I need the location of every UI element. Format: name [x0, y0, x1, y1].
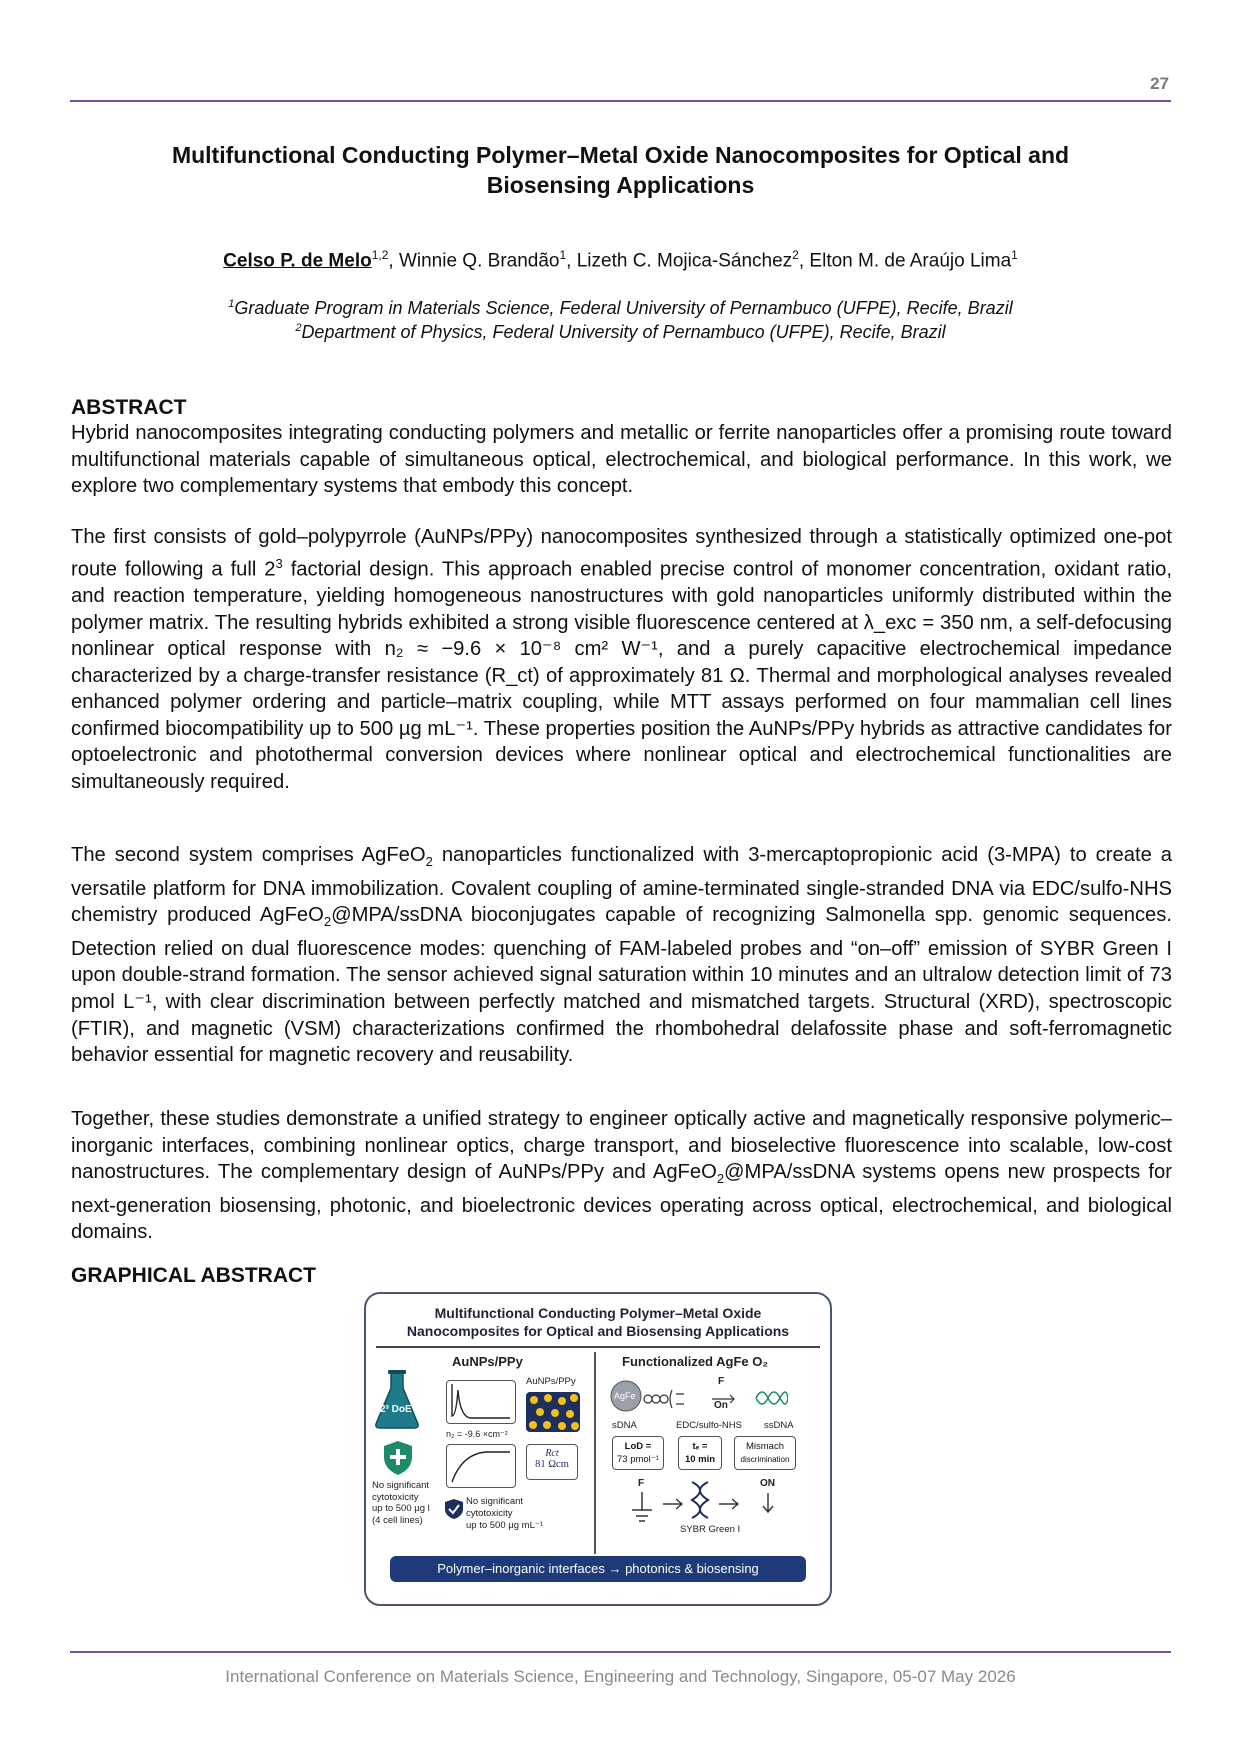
text-run: The second system comprises AgFeO: [71, 844, 426, 866]
cytotoxicity-note-right: [466, 1496, 543, 1532]
mismatch-label: Mismach: [745, 1441, 784, 1452]
text-line: up to 500 µg mL⁻¹: [466, 1520, 544, 1531]
affiliation-sup: 1: [228, 298, 235, 310]
ga-title-line: Multifunctional Conducting Polymer–Metal Oxide: [434, 1305, 762, 1321]
text-run: factorial design. This approach enabled precise control of monomer concentration, oxidant ratio, and reaction temperature, yielding homogeneous nanostructures with gold nanoparticles uniformly distributed within the polymer matrix. The resulting hybrids exhibited a strong visible fluorescence centered at λ_exc = 350 nm, a self-defocusing nonlinear optical response with n₂ ≈ −9.6 × 10⁻⁸ cm² W⁻¹, and a purely capacitive electrochemical impedance characterized by a charge-transfer resistance (R_ct) of approximately 81 Ω. Thermal and morphological analyses revealed enhanced polymer ordering and particle–matrix coupling, while MTT assays performed on four mammalian cell lines confirmed biocompatibility up to 500 µg mL⁻¹. These properties position the AuNPs/PPy hybrids as attractive candidates for optoelectronic and photothermal conversion devices where nonlinear optical and electrochemical functionalities are simultaneously required.: [71, 558, 1172, 794]
affiliation-2: [70, 322, 1171, 343]
sybr-label: SYBR Green I: [680, 1524, 741, 1535]
shield-icon: [382, 1440, 414, 1476]
dna-chain-icon: [642, 1386, 752, 1412]
ga-divider: [376, 1346, 820, 1348]
ga-column-divider: [594, 1352, 596, 1554]
abstract-paragraph-1: Hybrid nanocomposites integrating conducting polymers and metallic or ferrite nanoparticles offer a promising route toward multifunctional materials capable of simultaneous optical, electrochemical, and biological performance. In this work, we explore two complementary systems that embody this concept.: [71, 422, 1172, 498]
header-rule: [70, 100, 1171, 102]
rct-box: [526, 1444, 578, 1480]
abstract-paragraph-2: [71, 524, 1172, 796]
rct-label: Rct: [545, 1448, 559, 1459]
page-number: 27: [1150, 74, 1169, 93]
text-run: The first consists of gold–polypyrrole (AuNPs/PPy) nanocomposites synthesized through a statistically optimized one-pot route following a full 2: [71, 526, 1172, 581]
impedance-curve: [446, 1444, 516, 1488]
te-value: 10 min: [684, 1454, 716, 1465]
sdna-label: sDNA: [612, 1420, 637, 1431]
mismatch-value: discrimination: [740, 1455, 790, 1464]
ga-banner: Polymer–inorganic interfaces → photonics & biosensing: [390, 1556, 806, 1582]
lod-value: 73 pmol⁻¹: [617, 1454, 659, 1465]
double-helix-icon: [688, 1480, 712, 1520]
doe-label: 2³ DoE: [380, 1404, 412, 1415]
affiliation-text: Department of Physics, Federal University of Pernambuco (UFPE), Recife, Brazil: [301, 322, 946, 342]
author-sup: 1: [559, 248, 567, 262]
abstract-paragraph-4: [71, 1106, 1172, 1246]
n2-label: n₂ = -9.6 ×cm⁻²: [446, 1429, 508, 1439]
author-sup: 1: [1011, 248, 1018, 262]
abstract-paragraph-3: [71, 842, 1172, 1069]
ga-left-heading: AuNPs/PPy: [452, 1354, 523, 1369]
author-name: Elton M. de Araújo Lima: [809, 250, 1012, 272]
subscript: 2: [425, 854, 433, 870]
affiliation-1: [70, 298, 1171, 319]
mismatch-box: [734, 1436, 796, 1470]
text-line: cytotoxicity: [372, 1491, 419, 1503]
f2-label: F: [638, 1478, 645, 1489]
text-run: @MPA/ssDNA bioconjugates capable of recognizing Salmonella spp. genomic sequences. Detection relied on dual fluorescence modes: quenching of FAM-labeled probes and “on–off” emission of SYBR Green I upon double-strand formation. The sensor achieved signal saturation within 10 minutes and an ultralow detection limit of 73 pmol L⁻¹, with clear discrimination between perfectly matched and mismatched targets. Structural (XRD), spectroscopic (FTIR), and magnetic (VSM) characterizations confirmed the rhombohedral delafossite phase and soft-ferromagnetic behavior essential for magnetic recovery and reusability.: [71, 904, 1172, 1067]
presenting-author: Celso P. de Melo: [223, 250, 372, 272]
edc-label: EDC/sulfo-NHS: [676, 1420, 742, 1431]
cytotoxicity-note-left: [372, 1480, 430, 1526]
graphical-abstract: [364, 1292, 832, 1606]
text-line: No significant: [466, 1496, 524, 1507]
ga-right-heading: Functionalized AgFe O₂: [622, 1354, 769, 1369]
graphical-abstract-heading: GRAPHICAL ABSTRACT: [71, 1264, 316, 1287]
nanoparticles-icon: [526, 1392, 580, 1432]
on-label: On: [714, 1400, 728, 1411]
paper-title: Multifunctional Conducting Polymer–Metal Oxide Nanocomposites for Optical and Biosensing Applications: [171, 142, 1070, 198]
text-line: No significant: [372, 1480, 430, 1491]
flask-icon: [374, 1370, 420, 1430]
on2-label: ON: [760, 1478, 775, 1489]
text-line: (4 cell lines): [372, 1514, 423, 1526]
ssdna-label: ssDNA: [764, 1420, 794, 1431]
lod-box: [612, 1436, 664, 1470]
ga-title-line: Nanocomposites for Optical and Biosensing Applications: [406, 1323, 790, 1339]
author-list: Celso P. de Melo$^{1,2}$, Winnie Q. Brandão$^1$, Lizeth C. Mojica-Sánchez$^2$, Elton M. de Araújo Lima$^1$: [223, 248, 1018, 272]
ssdna-helix-icon: [754, 1384, 788, 1412]
subscript: 2: [716, 1171, 725, 1187]
arrow-down-icon: [762, 1492, 774, 1514]
rct-value: 81 Ωcm: [535, 1459, 569, 1470]
te-label: tₑ =: [692, 1441, 708, 1452]
ga-title: [366, 1304, 830, 1340]
text-run: @MPA/ssDNA systems opens new prospects for next-generation biosensing, photonic, and bioelectronic devices operating across optical, electrochemical, and biological domains.: [71, 1161, 1172, 1244]
f-label: F: [718, 1376, 725, 1387]
fluorescence-curve: [446, 1380, 516, 1424]
author-sup: 1,2: [371, 248, 389, 262]
text-run: Together, these studies demonstrate a unified strategy to engineer optically active and magnetically responsive polymeric–inorganic interfaces, combining nonlinear optics, charge transport, and bioselective fluorescence into scalable, low-cost nanostructures. The complementary design of AuNPs/PPy and AgFeO: [71, 1108, 1172, 1184]
lod-label: LoD =: [624, 1441, 652, 1452]
aunps-label: AuNPs/PPy: [526, 1376, 576, 1387]
arrow-right-icon: [662, 1498, 684, 1510]
affiliation-text: Graduate Program in Materials Science, Federal University of Pernambuco (UFPE), Recife, Brazil: [234, 298, 1013, 318]
author-name: Winnie Q. Brandão: [398, 250, 560, 272]
te-box: [678, 1436, 722, 1470]
affiliation-sup: 2: [295, 322, 302, 334]
footer-text: International Conference on Materials Science, Engineering and Technology, Singapore, 05-07 May 2026: [225, 1667, 1016, 1686]
probe-icon: [628, 1492, 656, 1524]
text-line: up to 500 µg l: [372, 1503, 430, 1514]
agfe-label: AgFe: [614, 1391, 636, 1401]
abstract-heading: ABSTRACT: [71, 396, 187, 419]
text-line: cytotoxicity: [466, 1508, 513, 1519]
arrow-right-icon: [718, 1498, 740, 1510]
subscript: 2: [323, 914, 332, 930]
author-sup: 2: [792, 248, 799, 262]
shield-check-icon: [444, 1498, 464, 1520]
superscript: 3: [275, 555, 283, 571]
footer-rule: [70, 1651, 1171, 1653]
author-name: Lizeth C. Mojica-Sánchez: [576, 250, 793, 272]
text-run: nanoparticles functionalized with 3-mercaptopropionic acid (3-MPA) to create a versatile platform for DNA immobilization. Covalent coupling of amine-terminated single-stranded DNA via EDC/sulfo-NHS chemistry produced AgFeO: [71, 844, 1173, 927]
